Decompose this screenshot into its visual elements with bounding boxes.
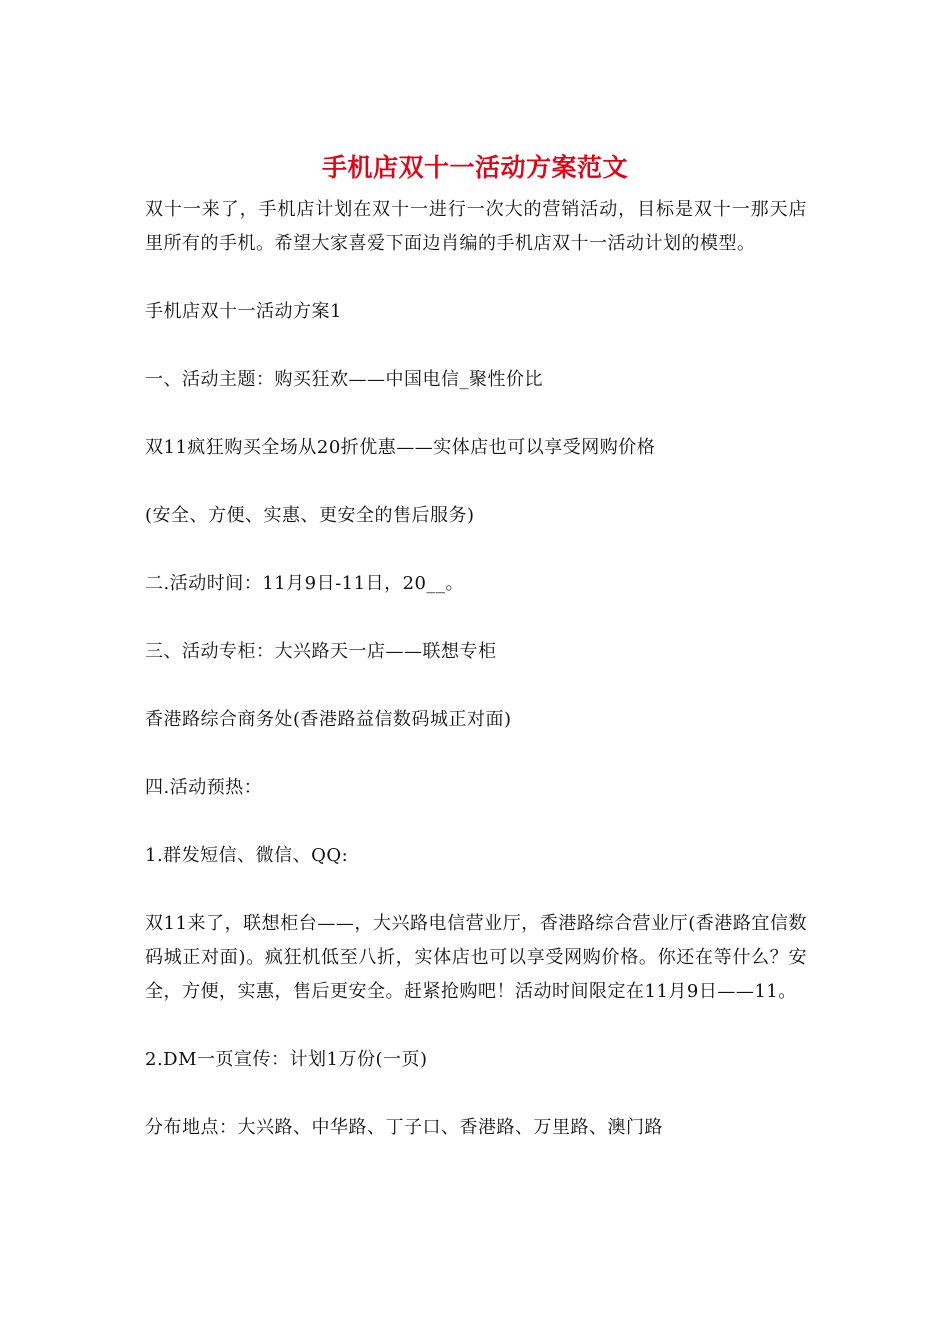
- paragraph-dm: 2.DM一页宣传：计划1万份(一页): [145, 1049, 428, 1070]
- paragraph-discount: 双11疯狂购买全场从20折优惠——实体店也可以享受网购价格: [145, 437, 656, 458]
- paragraph-theme: 一、活动主题：购买狂欢——中国电信_聚性价比: [145, 369, 543, 390]
- paragraph-intro: 双十一来了，手机店计划在双十一进行一次大的营销活动，目标是双十一那天店里所有的手机。希望大家喜爱下面边肖编的手机店双十一活动计划的模型。: [145, 199, 807, 254]
- paragraph-plan-heading: 手机店双十一活动方案1: [145, 301, 342, 322]
- paragraph-counter: 三、活动专柜：大兴路天一店——联想专柜: [145, 641, 497, 662]
- document-title: 手机店双十一活动方案范文: [321, 153, 628, 182]
- paragraph-benefits: (安全、方便、实惠、更安全的售后服务): [145, 505, 475, 526]
- paragraph-time: 二.活动时间：11月9日-11日，20__。: [145, 573, 464, 594]
- paragraph-warmup: 四.活动预热：: [145, 777, 263, 798]
- document-body: [145, 193, 807, 1179]
- paragraph-office: 香港路综合商务处(香港路益信数码城正对面): [145, 709, 512, 730]
- paragraph-message: 双11来了，联想柜台——，大兴路电信营业厅，香港路综合营业厅(香港路宜信数码城正对面)。疯狂机低至八折，实体店也可以享受网购价格。你还在等什么？安全，方便，实惠，售后更安全。赶紧抢购吧！活动时间限定在11月9日——11。: [145, 913, 807, 1002]
- paragraph-sms: 1.群发短信、微信、QQ:: [145, 845, 349, 866]
- paragraph-locations: 分布地点：大兴路、中华路、丁子口、香港路、万里路、澳门路: [145, 1117, 663, 1138]
